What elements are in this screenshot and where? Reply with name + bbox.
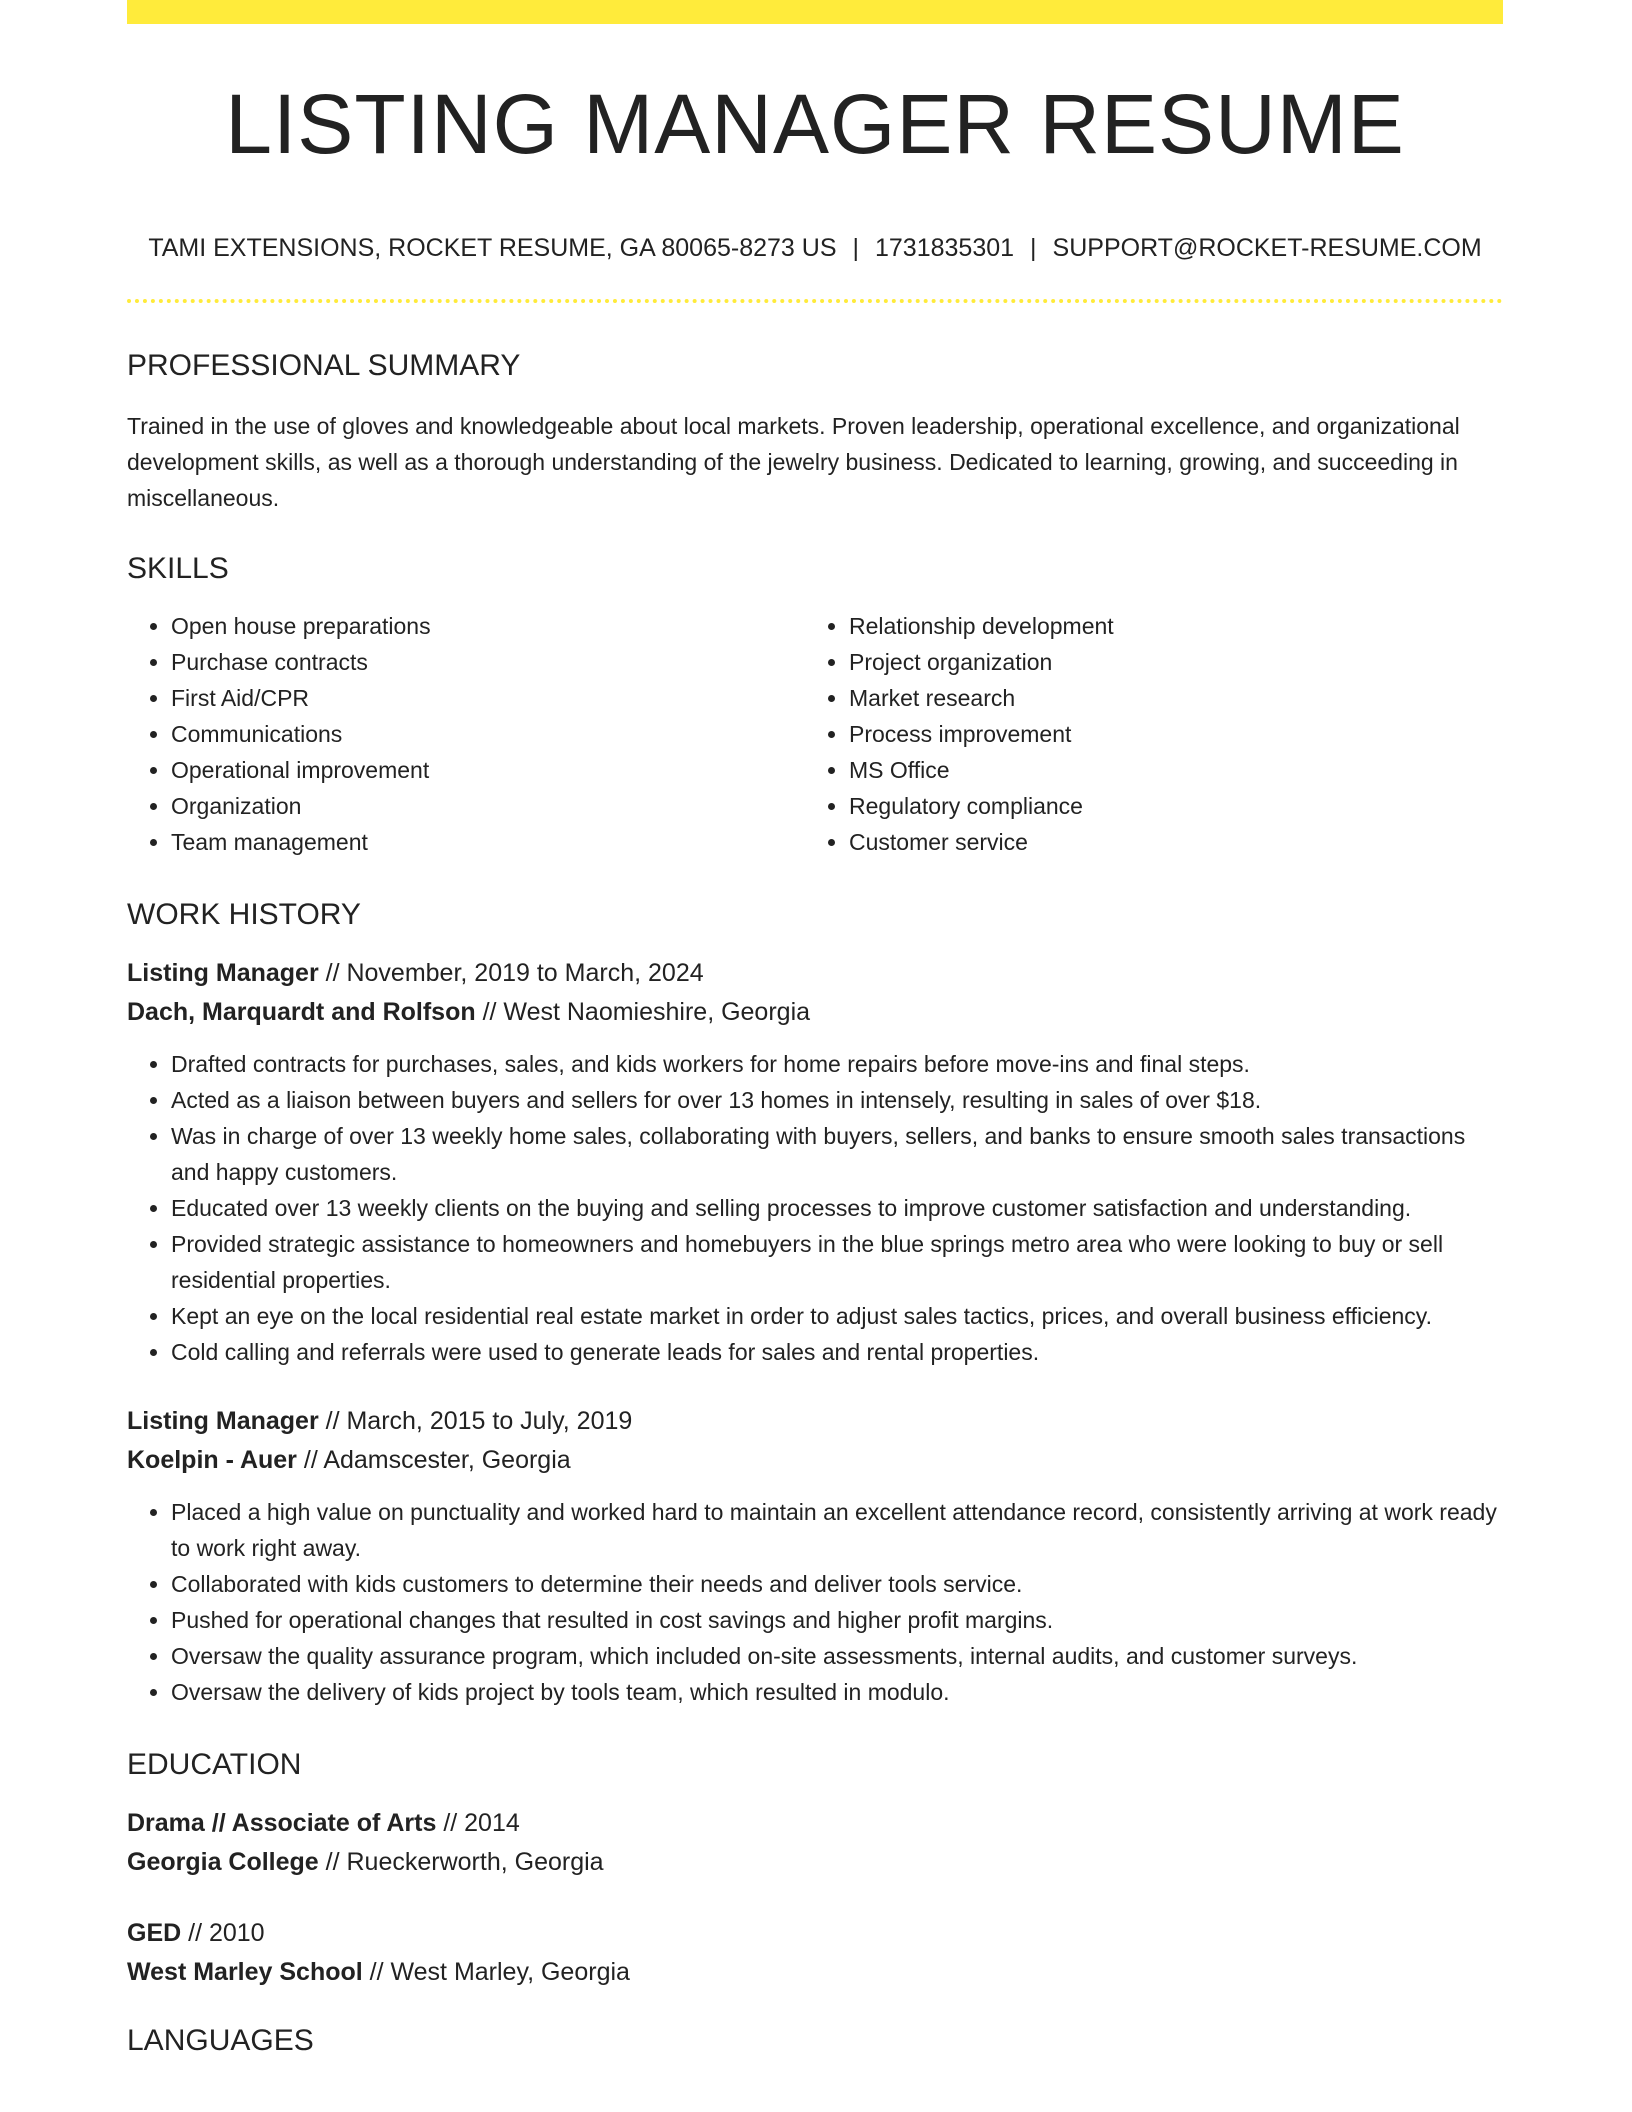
skill-item: • Project organization [849, 644, 1483, 680]
skill-item: • Customer service [849, 824, 1483, 860]
summary-text: Trained in the use of gloves and knowledgeable about local markets. Proven leadership, operational excellence, and organizational development skills, as well as a thorough understanding of the jewelry business. Dedicated to learning, growing, and succeeding in miscellaneous. [127, 413, 1460, 511]
job-entry [127, 954, 1503, 1370]
skill-item: • MS Office [849, 752, 1483, 788]
education-degree-line [127, 1804, 1503, 1843]
job-bullet: • Oversaw the quality assurance program, which included on-site assessments, internal audits, and customer surveys. [171, 1638, 1503, 1674]
resume-title: LISTING MANAGER RESUME [225, 77, 1405, 171]
education-location: // Rueckerworth, Georgia [318, 1848, 604, 1876]
education-entry [127, 1804, 1503, 1882]
job-bullet: • Acted as a liaison between buyers and sellers for over 13 homes in intensely, resulting in sales of over $18. [171, 1082, 1503, 1118]
job-bullet: • Pushed for operational changes that resulted in cost savings and higher profit margins. [171, 1602, 1503, 1638]
skill-item: • Regulatory compliance [849, 788, 1483, 824]
skill-item: • First Aid/CPR [171, 680, 805, 716]
education-year: // 2010 [181, 1919, 265, 1947]
skill-item: • Market research [849, 680, 1483, 716]
skill-item: • Team management [171, 824, 805, 860]
job-bullet: • Educated over 13 weekly clients on the buying and selling processes to improve customer satisfaction and understanding. [171, 1190, 1503, 1226]
job-company: Koelpin - Auer [127, 1446, 297, 1474]
job-bullet: • Placed a high value on punctuality and worked hard to maintain an excellent attendance record, consistently arriving at work ready to work right away. [171, 1494, 1503, 1566]
education-degree: GED [127, 1919, 182, 1947]
education-degree-line [127, 1914, 1503, 1953]
contact-email[interactable]: SUPPORT@ROCKET-RESUME.COM [1052, 234, 1482, 262]
skill-item: • Organization [171, 788, 805, 824]
job-bullet: • Was in charge of over 13 weekly home sales, collaborating with buyers, sellers, and banks to ensure smooth sales transactions and happy customers. [171, 1118, 1503, 1190]
summary-body [127, 408, 1503, 516]
education-entry [127, 1914, 1503, 1992]
job-dates: // March, 2015 to July, 2019 [318, 1407, 633, 1435]
education-year: // 2014 [436, 1809, 520, 1837]
education-heading: EDUCATION [127, 1748, 302, 1781]
job-bullet: • Cold calling and referrals were used to generate leads for sales and rental properties. [171, 1334, 1503, 1370]
skill-item: • Purchase contracts [171, 644, 805, 680]
summary-heading: PROFESSIONAL SUMMARY [127, 349, 521, 382]
education-degree: Drama // Associate of Arts [127, 1809, 437, 1837]
work-section [127, 900, 1503, 1710]
job-location: // Adamscester, Georgia [296, 1446, 571, 1474]
education-section [127, 1750, 1503, 1992]
job-title-line [127, 954, 1503, 993]
job-title: Listing Manager [127, 1407, 319, 1435]
education-location: // West Marley, Georgia [362, 1958, 630, 1986]
accent-bar [127, 0, 1503, 24]
contact-phone: 1731835301 [875, 234, 1015, 262]
education-school: Georgia College [127, 1848, 319, 1876]
summary-section [127, 351, 1503, 516]
education-school-line [127, 1953, 1503, 1992]
skills-heading: SKILLS [127, 552, 229, 585]
job-bullet: • Drafted contracts for purchases, sales, and kids workers for home repairs before move-ins and final steps. [171, 1046, 1503, 1082]
skills-list-right [805, 608, 1483, 860]
contact-address: TAMI EXTENSIONS, ROCKET RESUME, GA 80065-8273 US [148, 234, 837, 262]
job-bullets [127, 1046, 1503, 1370]
languages-heading: LANGUAGES [127, 2024, 314, 2057]
job-company: Dach, Marquardt and Rolfson [127, 998, 476, 1026]
job-title: Listing Manager [127, 959, 319, 987]
job-company-line [127, 993, 1503, 1032]
contact-separator: | [852, 234, 859, 262]
contact-separator: | [1030, 234, 1037, 262]
languages-section [127, 2026, 1503, 2056]
skill-item: • Operational improvement [171, 752, 805, 788]
dotted-divider [127, 299, 1503, 303]
skill-item: • Communications [171, 716, 805, 752]
skills-grid [127, 608, 1503, 860]
job-dates: // November, 2019 to March, 2024 [318, 959, 704, 987]
job-bullet: • Oversaw the delivery of kids project by tools team, which resulted in modulo. [171, 1674, 1503, 1710]
skill-item: • Relationship development [849, 608, 1483, 644]
contact-line [127, 236, 1503, 261]
skill-item: • Process improvement [849, 716, 1483, 752]
job-bullets [127, 1494, 1503, 1710]
job-title-line [127, 1402, 1503, 1441]
skills-section [127, 554, 1503, 860]
job-bullet: • Kept an eye on the local residential real estate market in order to adjust sales tactics, prices, and overall business efficiency. [171, 1298, 1503, 1334]
job-entry [127, 1402, 1503, 1710]
skills-list-left [127, 608, 805, 860]
education-school: West Marley School [127, 1958, 363, 1986]
job-bullet: • Collaborated with kids customers to determine their needs and deliver tools service. [171, 1566, 1503, 1602]
job-location: // West Naomieshire, Georgia [475, 998, 811, 1026]
resume-page [127, 0, 1503, 2056]
job-bullet: • Provided strategic assistance to homeowners and homebuyers in the blue springs metro area who were looking to buy or sell residential properties. [171, 1226, 1503, 1298]
skill-item: • Open house preparations [171, 608, 805, 644]
job-company-line [127, 1441, 1503, 1480]
work-heading: WORK HISTORY [127, 898, 361, 931]
education-school-line [127, 1843, 1503, 1882]
